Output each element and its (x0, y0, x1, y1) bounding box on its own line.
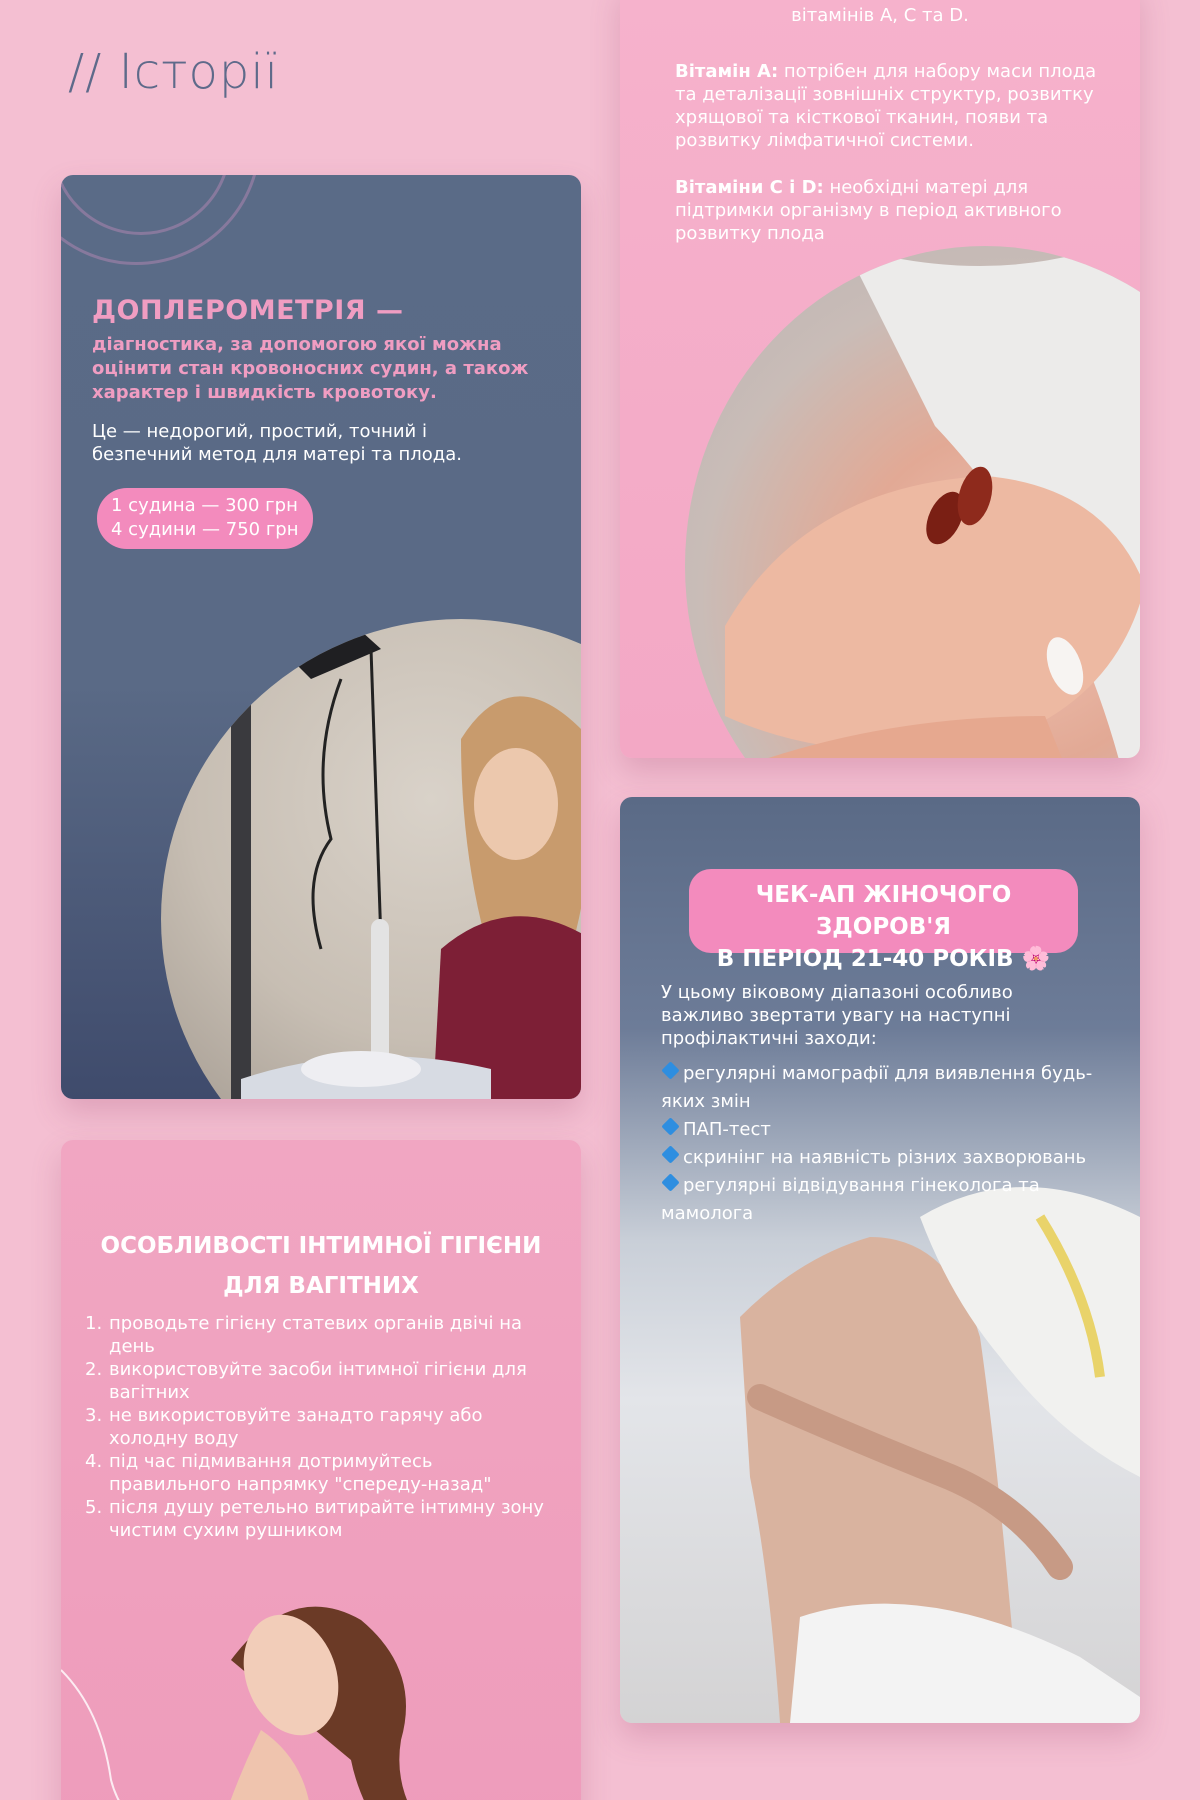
checkup-title-line: ЧЕК-АП ЖІНОЧОГО ЗДОРОВ'Я (755, 882, 1012, 940)
price-line: 1 судина — 300 грн (111, 495, 298, 516)
list-item (661, 1144, 1101, 1172)
list-item-number: 5. (85, 1497, 103, 1518)
list-item (85, 1404, 555, 1450)
blue-diamond-icon (661, 1061, 679, 1079)
list-item-number: 1. (85, 1313, 103, 1334)
capsules-hand-photo (685, 246, 1140, 758)
checkup-title-line (689, 943, 1078, 975)
checkup-list (661, 1060, 1101, 1228)
woman-flower-photo (620, 1177, 1140, 1723)
list-item-number: 3. (85, 1405, 103, 1426)
list-item (661, 1116, 1101, 1144)
blue-diamond-icon (661, 1173, 679, 1191)
list-item-number: 2. (85, 1359, 103, 1380)
hygiene-title-line: ДЛЯ ВАГІТНИХ (223, 1273, 419, 1299)
checkup-title-badge (689, 869, 1078, 972)
vitamin-a-paragraph (675, 60, 1115, 152)
checkup-intro: У цьому віковому діапазоні особливо важливо звертати увагу на наступні профілактичні заходи: (661, 982, 1013, 1049)
list-item-text: проводьте гігієну статевих органів двічі на день (109, 1313, 522, 1357)
price-line: 4 судини — 750 грн (111, 519, 299, 540)
story-card-hygiene[interactable] (61, 1140, 581, 1800)
list-item-text: скринінг на наявність різних захворювань (683, 1147, 1087, 1168)
blue-diamond-icon (661, 1117, 679, 1135)
list-item (661, 1172, 1101, 1228)
story-card-doppler[interactable] (61, 175, 581, 1099)
vitamin-a-text: потрібен для набору маси плода та деталізації зовнішніх структур, розвитку хрящової та кісткової тканин, появи та розвитку лімфатичної системи. (675, 61, 1097, 151)
vitamin-a-label: Вітамін А: (675, 61, 779, 82)
hygiene-title-line: ОСОБЛИВОСТІ ІНТИМНОЇ ГІГІЄНИ (100, 1233, 542, 1259)
price-badge (97, 488, 313, 549)
vitamin-cd-text: необхідні матері для підтримки організму в період активного розвитку плода (675, 177, 1062, 244)
woman-photo (61, 1560, 581, 1800)
blue-diamond-icon (661, 1145, 679, 1163)
doppler-title: ДОПЛЕРОМЕТРІЯ — (92, 295, 404, 326)
list-item (85, 1312, 555, 1358)
page-title: // Історії (68, 44, 279, 100)
vitamin-cd-paragraph (675, 176, 1115, 245)
story-card-checkup[interactable] (620, 797, 1140, 1723)
flower-icon: 🌸 (1021, 946, 1051, 972)
hygiene-list (85, 1312, 555, 1542)
list-item (661, 1060, 1101, 1116)
list-item-text: використовуйте засоби інтимної гігієни для вагітних (109, 1359, 527, 1403)
checkup-title-text: В ПЕРІОД 21-40 РОКІВ (716, 946, 1014, 972)
list-item-text: регулярні мамографії для виявлення будь-яких змін (661, 1063, 1093, 1112)
story-card-vitamins[interactable] (620, 0, 1140, 758)
list-item-text: після душу ретельно витирайте інтимну зону чистим сухим рушником (109, 1497, 544, 1541)
list-item (85, 1450, 555, 1496)
list-item-text: регулярні відвідування гінеколога та мамолога (661, 1175, 1040, 1224)
list-item-text: ПАП-тест (683, 1119, 771, 1140)
doppler-body: Це — недорогий, простий, точний і безпечний метод для матері та плода. (92, 421, 462, 465)
doppler-subtitle: діагностика, за допомогою якої можна оцінити стан кровоносних судин, а також характер і швидкість кровотоку. (92, 334, 529, 403)
list-item (85, 1496, 555, 1542)
list-item-text: під час підмивання дотримуйтесь правильного напрямку "спереду-назад" (109, 1451, 492, 1495)
vitamin-cd-label: Вітаміни С і D: (675, 177, 824, 198)
doctor-photo (161, 619, 581, 1099)
list-item (85, 1358, 555, 1404)
list-item-number: 4. (85, 1451, 103, 1472)
hygiene-title (61, 1226, 581, 1306)
vitamins-top-line: вітамінів A, C та D. (791, 5, 969, 26)
list-item-text: не використовуйте занадто гарячу або холодну воду (109, 1405, 483, 1449)
